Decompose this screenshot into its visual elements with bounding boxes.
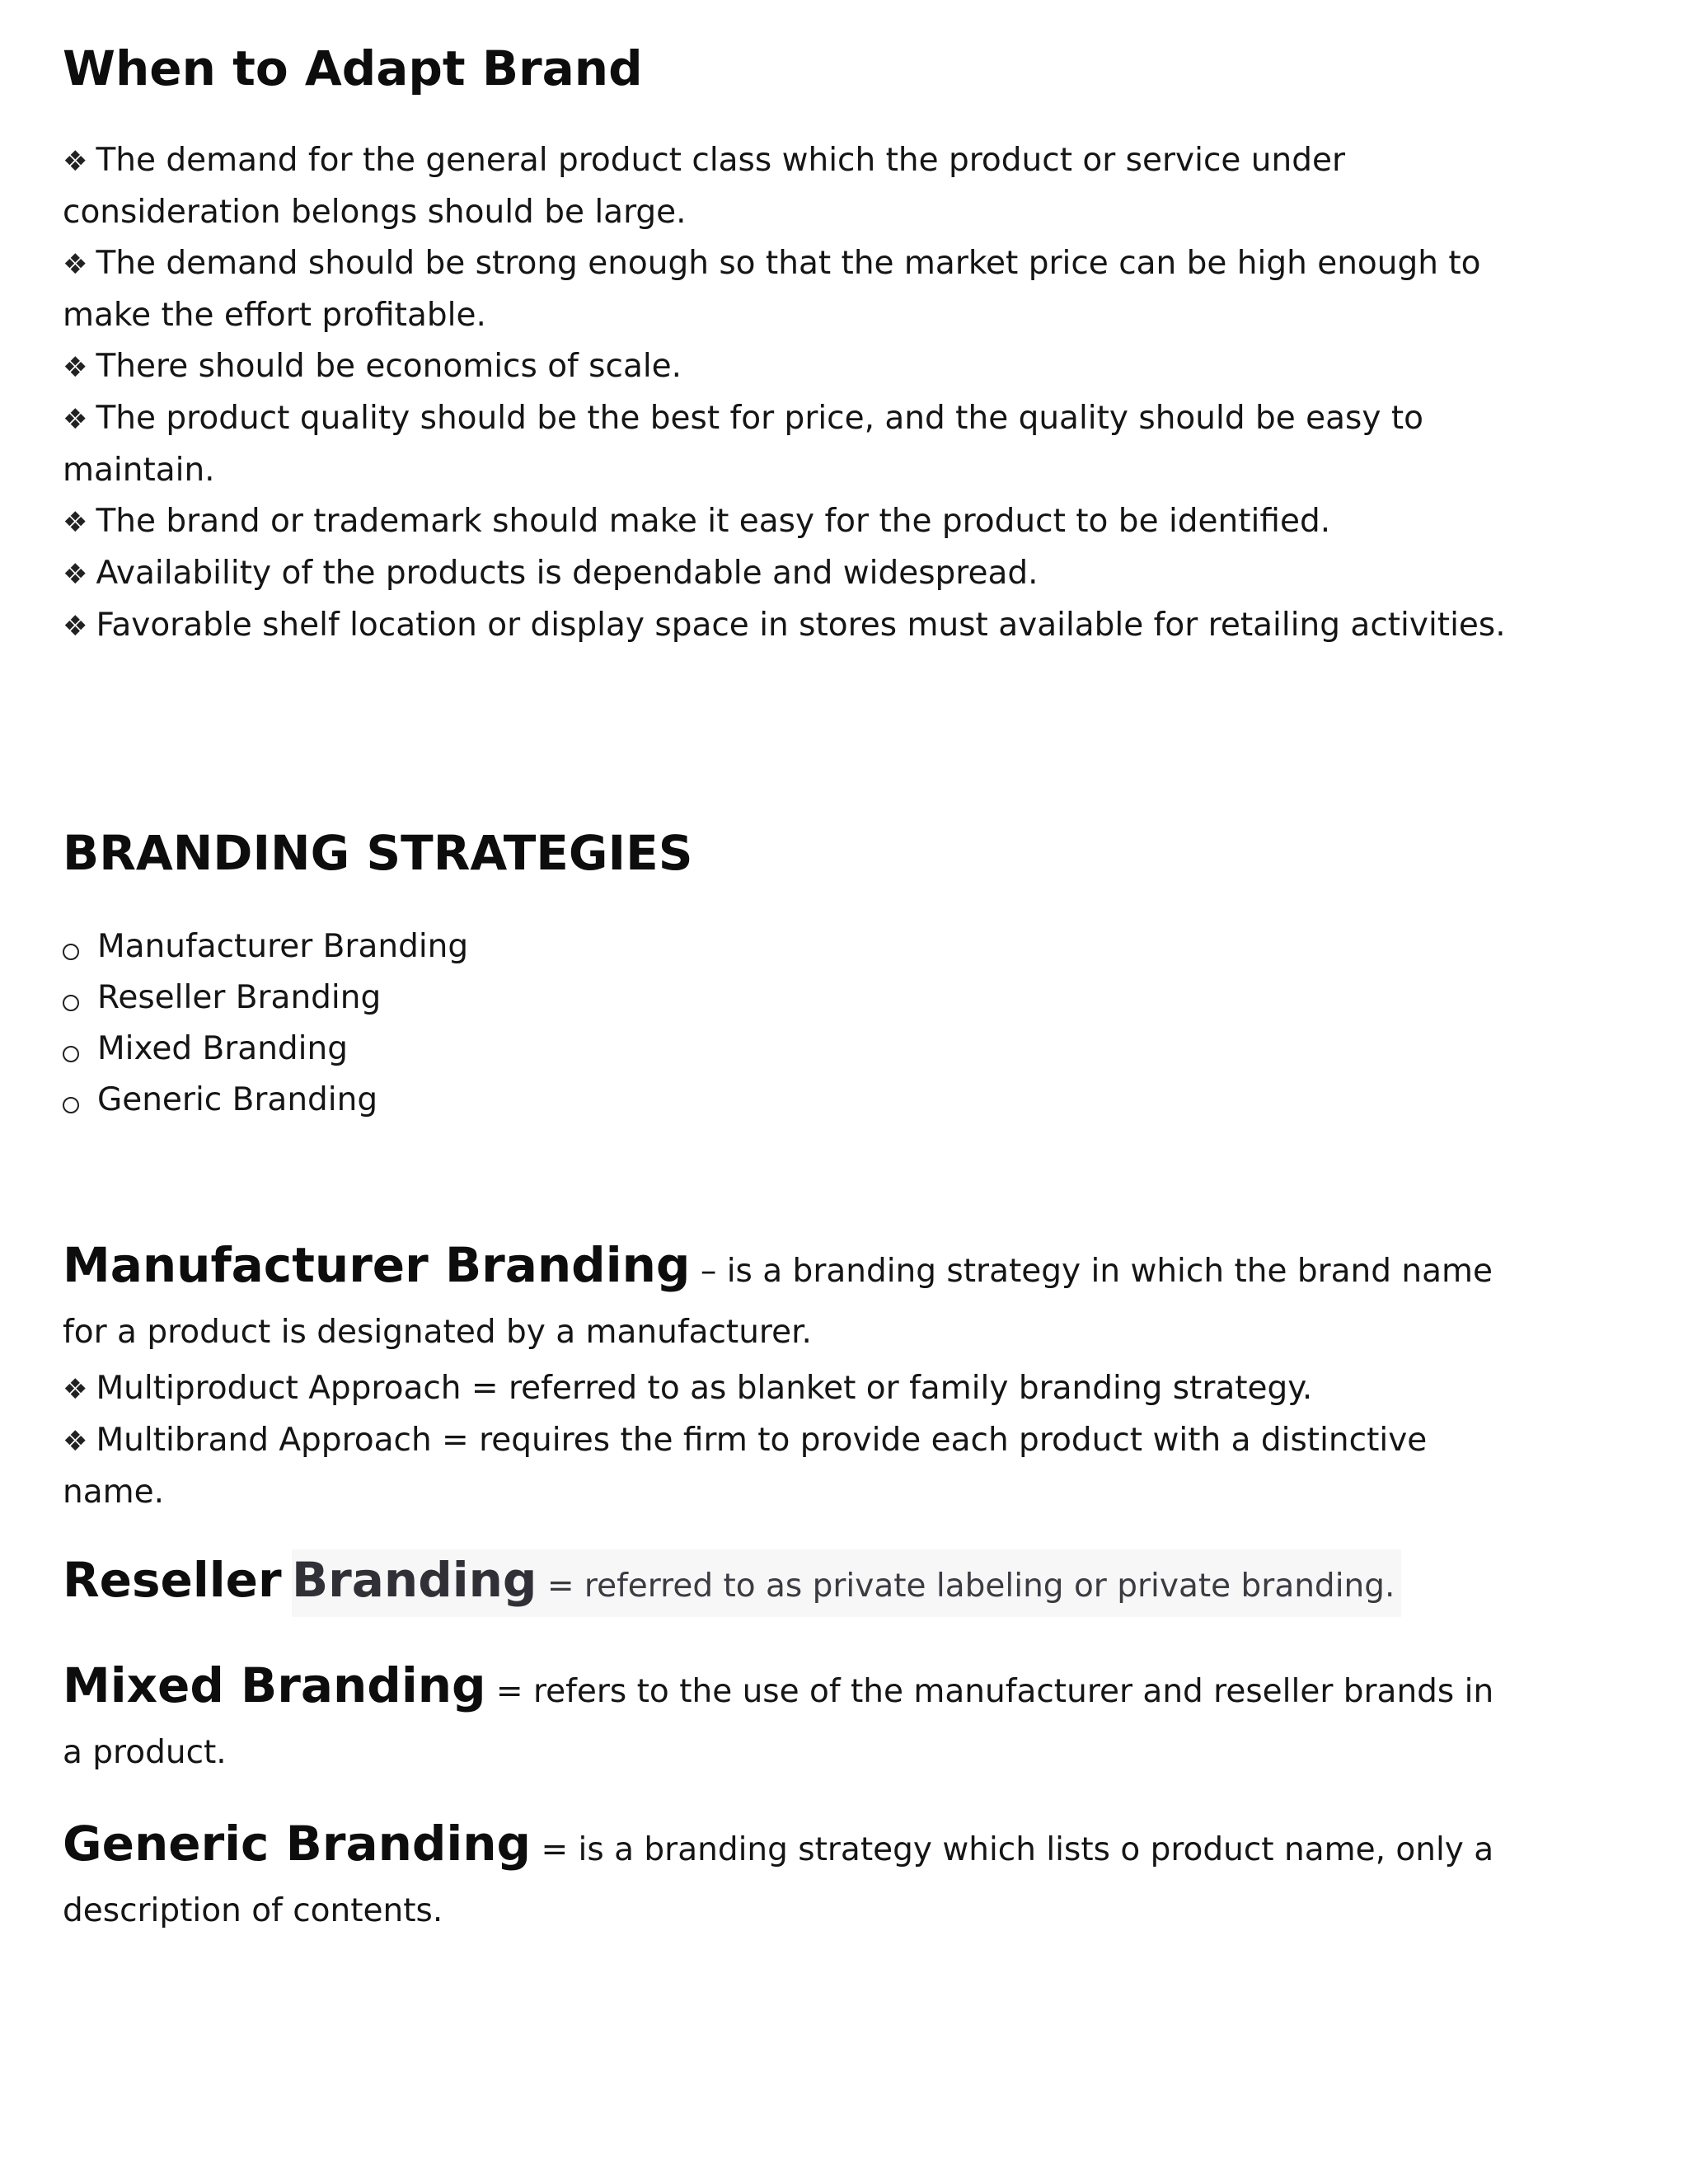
manufacturer-definition [63, 1235, 1513, 1363]
manufacturer-term: Manufacturer Branding [63, 1237, 691, 1293]
reseller-highlight [292, 1549, 1401, 1617]
list-item: ❖ Multibrand Approach = requires the firm to provide each product with a distinctive name. [63, 1415, 1513, 1518]
list-item: Manufacturer Branding [63, 921, 1513, 972]
reseller-section [63, 1549, 1513, 1617]
diamond-bullet-icon: ❖ [63, 351, 88, 384]
list-item: ❖ Availability of the products is dependable and widespread. [63, 548, 1513, 600]
circle-bullet-icon [63, 1046, 79, 1062]
mixed-term: Mixed Branding [63, 1657, 486, 1713]
circle-bullet-icon [63, 995, 79, 1011]
reseller-definition-text: = referred to as private labeling or private branding. [546, 1568, 1395, 1605]
circle-bullet-icon [63, 944, 79, 960]
strategies-list [63, 921, 1513, 1126]
mixed-definition-text: = refers to the use of the manufacturer and reseller brands in a product. [63, 1673, 1494, 1771]
reseller-term-suffix: Branding [291, 1552, 537, 1608]
list-item: ❖ Favorable shelf location or display space in stores must available for retailing activities. [63, 600, 1513, 652]
generic-section [63, 1813, 1513, 1942]
diamond-bullet-icon: ❖ [63, 248, 88, 281]
list-item: ❖ The demand should be strong enough so that the market price can be high enough to make the effort profitable. [63, 238, 1513, 341]
mixed-definition [63, 1655, 1513, 1783]
adapt-heading: When to Adapt Brand [63, 40, 643, 96]
manufacturer-definition-text: – is a branding strategy in which the brand name for a product is designated by a manufacturer. [63, 1253, 1493, 1351]
diamond-bullet-icon: ❖ [63, 145, 88, 178]
reseller-term: Reseller [63, 1552, 282, 1608]
list-item: ❖ The brand or trademark should make it easy for the product to be identified. [63, 496, 1513, 548]
generic-definition-text: = is a branding strategy which lists o product name, only a description of contents. [63, 1831, 1494, 1929]
generic-definition [63, 1813, 1513, 1942]
diamond-bullet-icon: ❖ [63, 1373, 88, 1406]
diamond-bullet-icon: ❖ [63, 506, 88, 539]
list-item: ❖ Multiproduct Approach = referred to as blanket or family branding strategy. [63, 1363, 1513, 1415]
adapt-bullet-list [63, 135, 1513, 652]
reseller-definition [63, 1549, 1513, 1617]
list-item: Mixed Branding [63, 1024, 1513, 1075]
list-item: ❖ The product quality should be the best for price, and the quality should be easy to maintain. [63, 393, 1513, 496]
diamond-bullet-icon: ❖ [63, 403, 88, 436]
list-item: ❖ There should be economics of scale. [63, 341, 1513, 393]
diamond-bullet-icon: ❖ [63, 558, 88, 591]
list-item: Generic Branding [63, 1075, 1513, 1126]
mixed-section [63, 1655, 1513, 1783]
circle-bullet-icon [63, 1097, 79, 1113]
diamond-bullet-icon: ❖ [63, 610, 88, 643]
list-item: ❖ The demand for the general product class which the product or service under consideration belongs should be large. [63, 135, 1513, 238]
diamond-bullet-icon: ❖ [63, 1425, 88, 1458]
strategies-heading: BRANDING STRATEGIES [63, 825, 693, 881]
list-item: Reseller Branding [63, 972, 1513, 1024]
manufacturer-approaches [63, 1363, 1513, 1518]
manufacturer-section [63, 1235, 1513, 1518]
generic-term: Generic Branding [63, 1816, 532, 1872]
